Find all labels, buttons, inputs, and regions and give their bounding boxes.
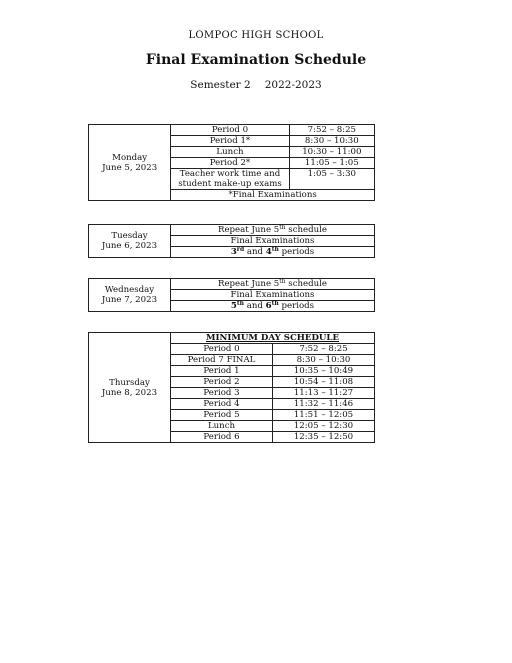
period-time: 8:30 – 10:30: [273, 355, 375, 366]
day-date: June 7, 2023: [101, 295, 158, 305]
table-row: [89, 333, 375, 344]
period-time: 8:30 – 10:30: [289, 136, 374, 147]
day-date: June 6, 2023: [101, 241, 158, 251]
ordinal-suffix: rd: [236, 246, 245, 253]
thursday-day-cell: [89, 333, 171, 443]
period-label: Period 2*: [171, 158, 289, 169]
period-number: 4: [265, 247, 272, 257]
period-label: Period 3: [171, 388, 273, 399]
conjunction: and: [244, 247, 266, 257]
day-name: Wednesday: [104, 285, 155, 295]
repeat-schedule-note: [171, 225, 375, 236]
teacher-work-line: Teacher work time and: [179, 169, 281, 179]
period-time: 10:54 – 11:08: [273, 377, 375, 388]
tuesday-schedule-table: [88, 224, 375, 258]
exam-periods: [171, 301, 375, 312]
period-time: 10:35 – 10:49: [273, 366, 375, 377]
periods-word: periods: [278, 247, 315, 257]
ordinal-suffix: th: [271, 246, 279, 253]
periods-word: periods: [278, 301, 315, 311]
period-time: 11:32 – 11:46: [273, 399, 375, 410]
repeat-text-tail: schedule: [285, 225, 327, 235]
school-name: LOMPOC HIGH SCHOOL: [188, 30, 324, 41]
thursday-schedule-table: [88, 332, 375, 443]
repeat-text-tail: schedule: [285, 279, 327, 289]
day-date: June 5, 2023: [102, 162, 158, 173]
period-label: Period 0: [171, 125, 289, 136]
makeup-exams-line: student make-up exams: [178, 179, 282, 189]
day-name: Monday: [112, 152, 148, 163]
wednesday-day-cell: [89, 279, 171, 312]
day-date: June 8, 2023: [101, 387, 158, 398]
period-time: 7:52 – 8:25: [273, 344, 375, 355]
teacher-work-label: [171, 169, 289, 190]
period-label: Period 1: [171, 366, 273, 377]
period-label: Lunch: [171, 147, 289, 158]
monday-day-cell: [89, 125, 171, 201]
period-time: 12:35 – 12:50: [273, 432, 375, 443]
exam-periods: [171, 247, 375, 258]
period-time: 1:05 – 3:30: [289, 169, 374, 190]
period-number: 3: [230, 247, 237, 257]
table-row: [89, 279, 375, 290]
period-time: 12:05 – 12:30: [273, 421, 375, 432]
period-label: Lunch: [171, 421, 273, 432]
semester-line: [0, 79, 512, 91]
footnote: *Final Examinations: [171, 190, 375, 201]
table-row: [89, 125, 375, 136]
period-label: Period 5: [171, 410, 273, 421]
period-label: Period 7 FINAL: [171, 355, 273, 366]
period-time: 10:30 – 11:00: [289, 147, 374, 158]
repeat-schedule-note: [171, 279, 375, 290]
period-label: Period 6: [171, 432, 273, 443]
day-name: Tuesday: [111, 231, 148, 241]
minimum-day-header: MINIMUM DAY SCHEDULE: [171, 333, 375, 344]
ordinal-suffix: th: [279, 224, 286, 231]
final-exams-label: Final Examinations: [171, 290, 375, 301]
day-name: Thursday: [109, 377, 150, 388]
semester-label: Semester 2: [190, 79, 251, 91]
ordinal-suffix: th: [279, 278, 286, 285]
tuesday-day-cell: [89, 225, 171, 258]
repeat-text: Repeat June 5: [218, 225, 280, 235]
period-number: 5: [230, 301, 237, 311]
repeat-text: Repeat June 5: [218, 279, 280, 289]
table-row: [89, 225, 375, 236]
conjunction: and: [244, 301, 266, 311]
school-year: 2022-2023: [264, 79, 322, 91]
period-time: 11:13 – 11:27: [273, 388, 375, 399]
ordinal-suffix: th: [271, 300, 279, 307]
period-label: Period 1*: [171, 136, 289, 147]
period-label: Period 0: [171, 344, 273, 355]
ordinal-suffix: th: [236, 300, 245, 307]
period-time: 11:51 – 12:05: [273, 410, 375, 421]
period-time: 7:52 – 8:25: [289, 125, 374, 136]
page-title: Final Examination Schedule: [145, 52, 367, 68]
period-number: 6: [265, 301, 272, 311]
period-label: Period 4: [171, 399, 273, 410]
wednesday-schedule-table: [88, 278, 375, 312]
final-exams-label: Final Examinations: [171, 236, 375, 247]
monday-schedule-table: [88, 124, 375, 201]
period-time: 11:05 – 1:05: [289, 158, 374, 169]
period-label: Period 2: [171, 377, 273, 388]
